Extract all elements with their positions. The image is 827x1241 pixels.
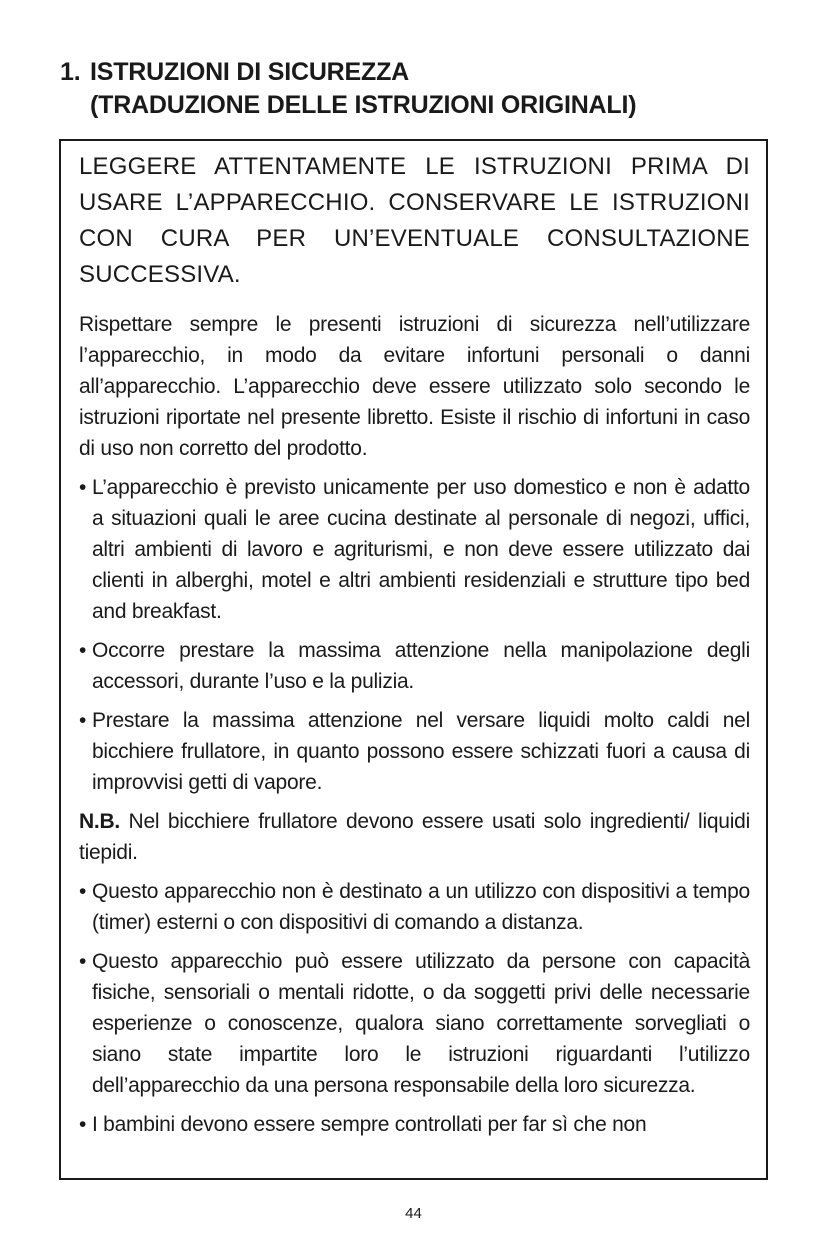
note-text: Nel bicchiere frullatore devono essere usati solo ingredienti/ liquidi tiepidi. (79, 810, 750, 864)
bullet-text: I bambini devono essere sempre controllati per far sì che non (92, 1113, 647, 1136)
bullet-item (79, 1109, 750, 1140)
bullet-text: Questo apparecchio non è destinato a un utilizzo con dispositivi a tempo (timer) esterni o con dispositivi di comando a distanza. (92, 880, 750, 934)
bullet-item (79, 946, 750, 1101)
section-title: ISTRUZIONI DI SICUREZZA (90, 58, 410, 86)
intro-paragraph: Rispettare sempre le presenti istruzioni di sicurezza nell’utilizzare l’apparecchio, in modo da evitare infortuni personali o danni all’apparecchio. L’apparecchio deve essere utilizzato solo secondo le istruzioni riportate nel presente libretto. Esiste il rischio di infortuni in caso di uso non corretto del prodotto. (79, 313, 750, 460)
bullet-symbol: • (79, 880, 87, 903)
bullet-text: Questo apparecchio può essere utilizzato da persone con capacità fisiche, sensoriali o mentali ridotte, o da soggetti privi delle necessarie esperienze o conoscenze, qualora siano correttamente sorvegliati o siano state impartite loro le istruzioni riguardanti l’utilizzo dell’apparecchio da una persona responsabile della loro sicurezza. (92, 950, 750, 1097)
note-label: N.B. (79, 810, 120, 833)
section-number: 1. (60, 58, 81, 86)
bullet-symbol: • (79, 1113, 87, 1136)
note-paragraph (79, 806, 750, 868)
section-subtitle: (TRADUZIONE DELLE ISTRUZIONI ORIGINALI) (90, 91, 637, 119)
section-heading (60, 56, 636, 122)
bullet-text: L’apparecchio è previsto unicamente per uso domestico e non è adatto a situazioni quali le aree cucina destinate al personale di negozi, uffici, altri ambienti di lavoro e agriturismi, e non deve essere utilizzato dai clienti in alberghi, motel e altri ambienti residenziali e strutture tipo bed and breakfast. (92, 476, 750, 623)
box-content (79, 149, 750, 1148)
bullet-text: Prestare la massima attenzione nel versare liquidi molto caldi nel bicchiere frullatore, in quanto possono essere schizzati fuori a causa di improvvisi getti di vapore. (92, 709, 750, 794)
warning-text: LEGGERE ATTENTAMENTE LE ISTRUZIONI PRIMA DI USARE L’APPARECCHIO. CONSERVARE LE ISTRUZIONI CON CURA PER UN’EVENTUALE CONSULTAZIONE SUCCESSIVA. (79, 153, 750, 288)
bullet-item (79, 705, 750, 798)
page-number: 44 (405, 1205, 422, 1222)
bullet-symbol: • (79, 709, 87, 732)
bullet-symbol: • (79, 476, 87, 499)
bullet-item (79, 876, 750, 938)
bullet-symbol: • (79, 950, 87, 973)
heading-line-1 (60, 56, 636, 89)
bullet-text: Occorre prestare la massima attenzione nella manipolazione degli accessori, durante l’uso e la pulizia. (92, 639, 750, 693)
bullet-symbol: • (79, 639, 87, 662)
safety-instructions-box (59, 139, 768, 1180)
bullet-item (79, 635, 750, 697)
bullet-item (79, 472, 750, 627)
